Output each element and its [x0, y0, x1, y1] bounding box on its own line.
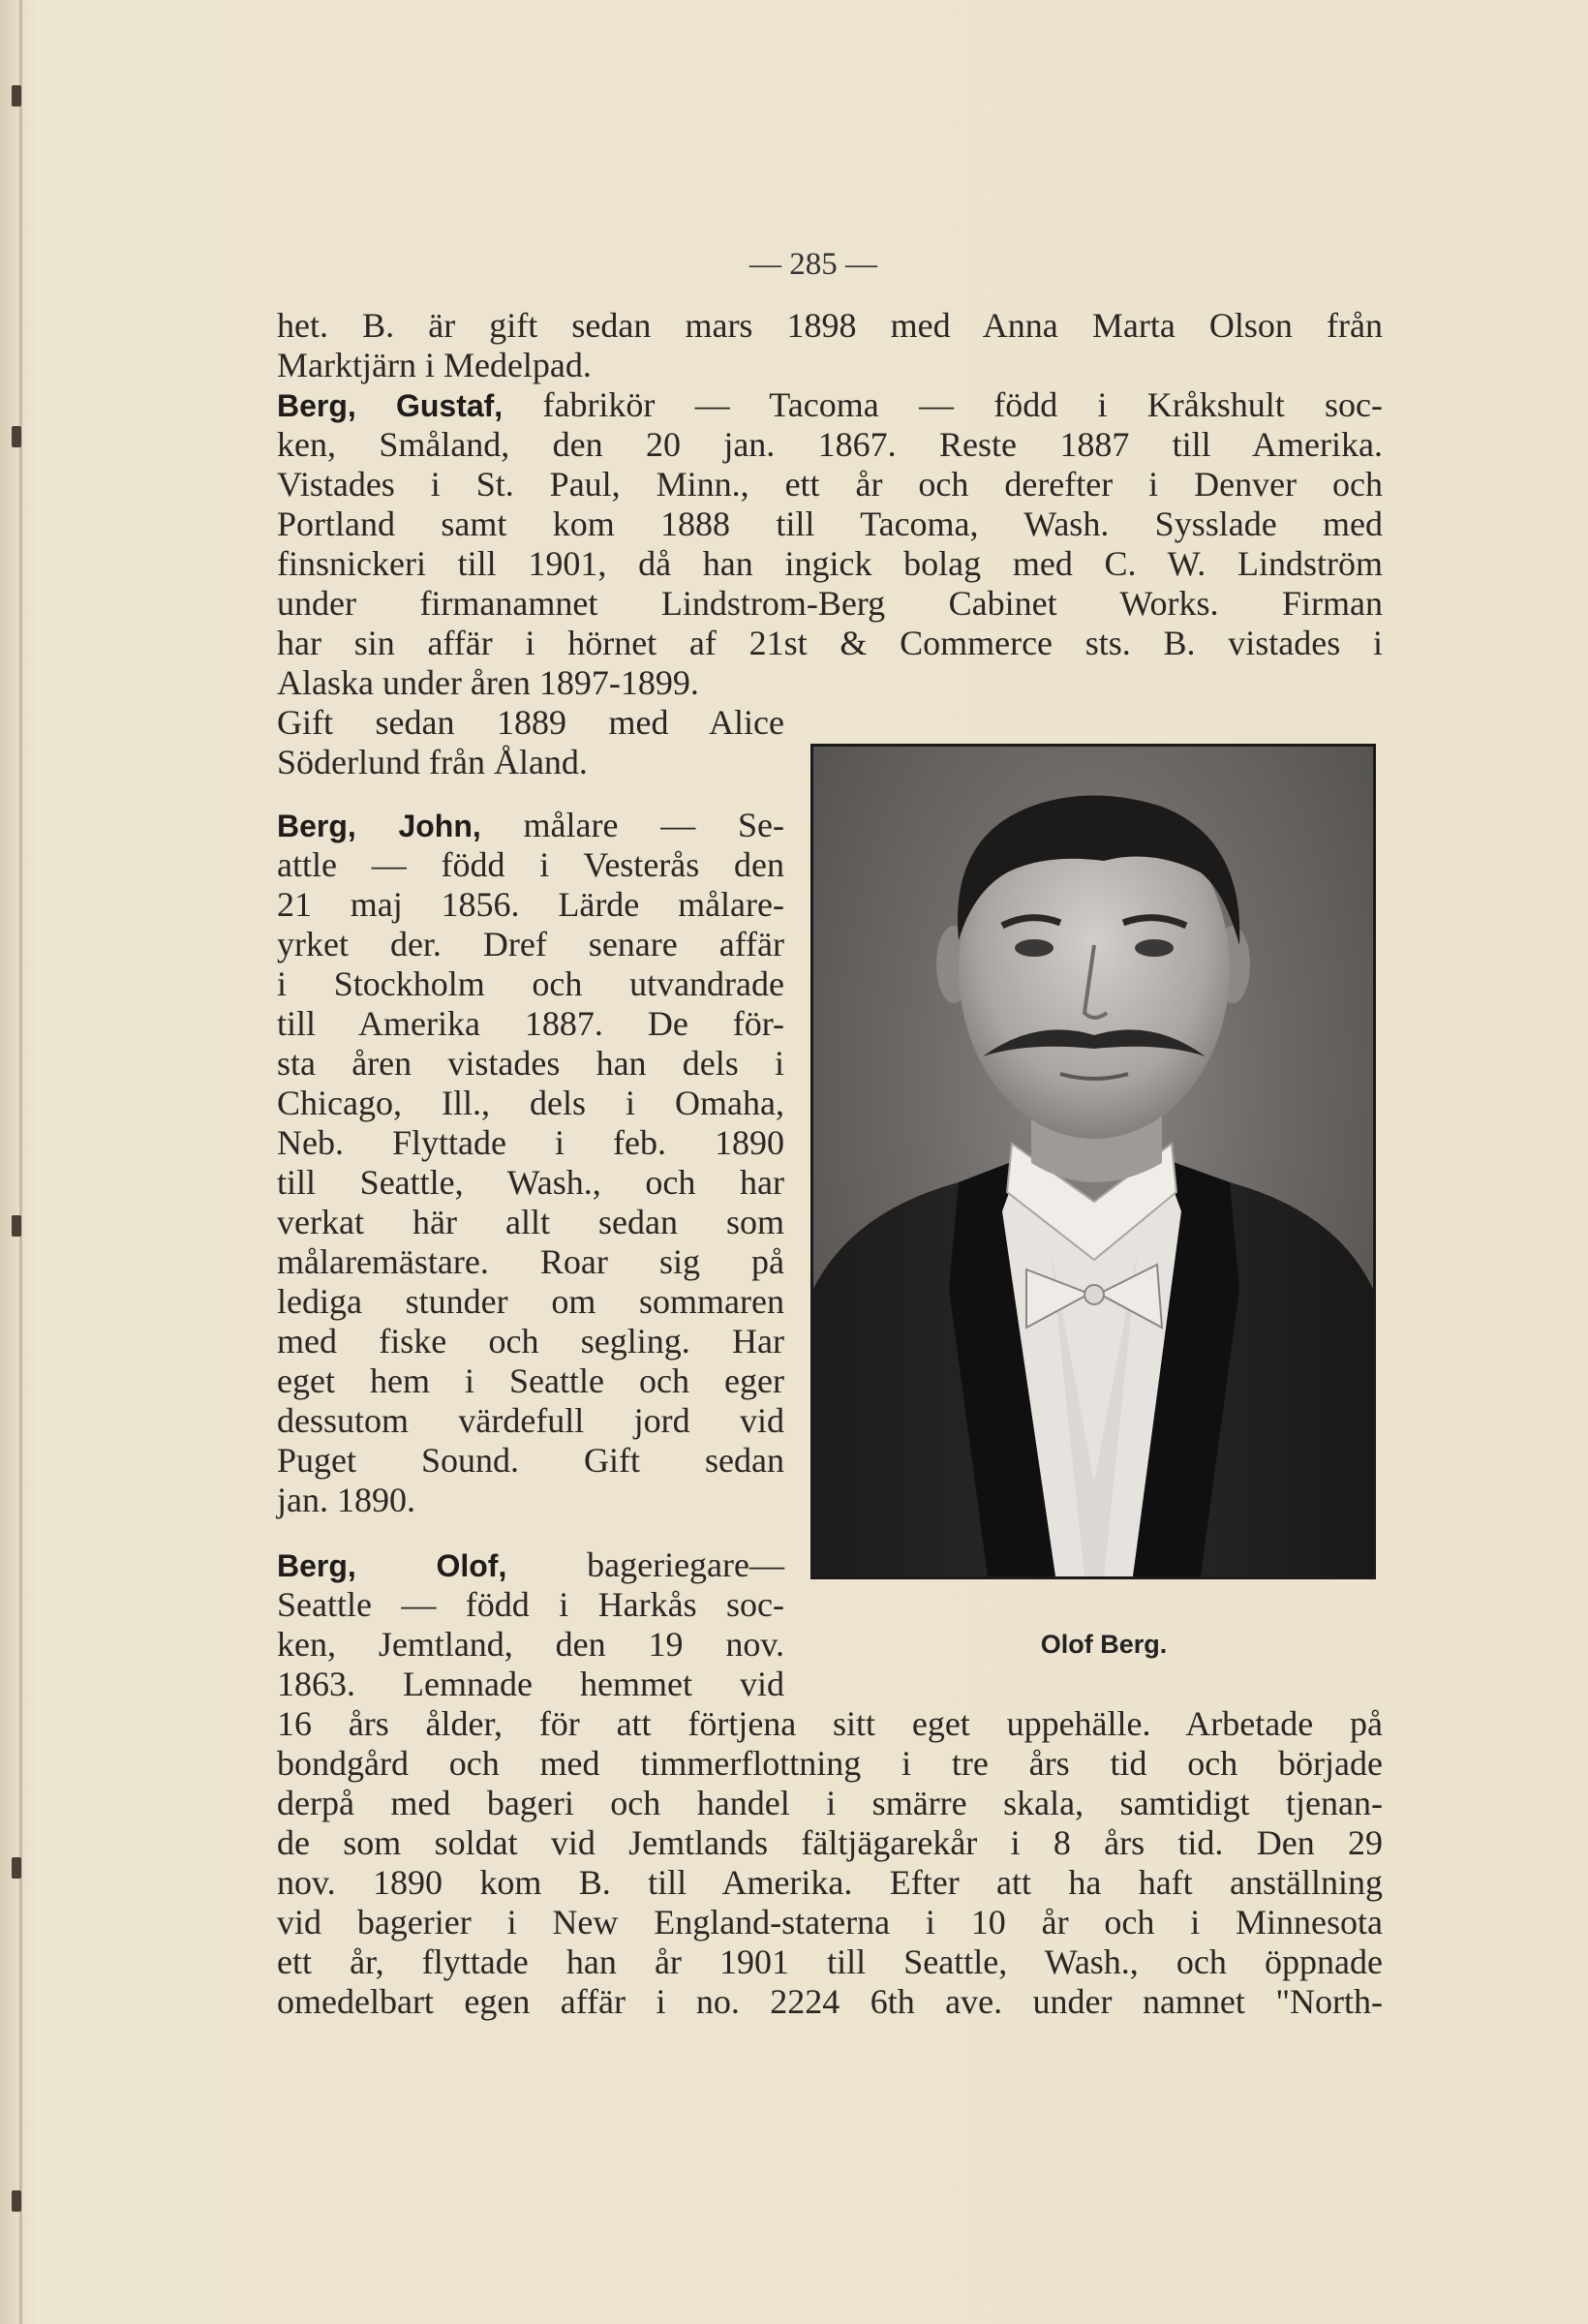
text-line: Seattle — född i Harkås soc-	[277, 1585, 784, 1624]
text-line: Alaska under åren 1897-1899.	[277, 663, 699, 702]
text-line: yrket der. Dref senare affär	[277, 925, 784, 963]
text-line: ett år, flyttade han år 1901 till Seattle, Wash., och öppnade	[277, 1942, 1383, 1981]
text-line: till Seattle, Wash., och har	[277, 1163, 784, 1202]
text-line: till Amerika 1887. De för-	[277, 1004, 784, 1043]
text-line: Marktjärn i Medelpad.	[277, 346, 592, 384]
page-binding-edge	[19, 0, 22, 2324]
binding-stitch	[12, 1215, 21, 1237]
text-line: 1863. Lemnade hemmet vid	[277, 1665, 784, 1703]
text-line: under firmanamnet Lindstrom-Berg Cabinet Works. Firman	[277, 584, 1383, 623]
entry-heading-line	[277, 1545, 784, 1584]
photo-caption: Olof Berg.	[1040, 1630, 1168, 1659]
text-line: har sin affär i hörnet af 21st & Commerce sts. B. vistades i	[277, 624, 1383, 662]
text-line: ken, Jemtland, den 19 nov.	[277, 1625, 784, 1664]
text-line: het. B. är gift sedan mars 1898 med Anna Marta Olson från	[277, 306, 1383, 345]
binding-stitch	[12, 2190, 21, 2212]
entry-name-gustaf: Berg, Gustaf,	[277, 388, 504, 423]
entry-text: fabrikör — Tacoma — född i Kråkshult soc-	[503, 385, 1384, 424]
text-line: målaremästare. Roar sig på	[277, 1242, 784, 1281]
text-line: Neb. Flyttade i feb. 1890	[277, 1123, 784, 1162]
binding-stitch	[12, 426, 21, 447]
binding-stitch	[12, 1857, 21, 1879]
text-line: Gift sedan 1889 med Alice	[277, 703, 784, 742]
text-line: omedelbart egen affär i no. 2224 6th ave. under namnet "North-	[277, 1982, 1383, 2021]
text-line: attle — född i Vesterås den	[277, 845, 784, 884]
text-line: vid bagerier i New England-staterna i 10 år och i Minnesota	[277, 1903, 1383, 1942]
text-line: dessutom värdefull jord vid	[277, 1401, 784, 1440]
page-number: — 285 —	[749, 247, 877, 282]
text-line: Puget Sound. Gift sedan	[277, 1441, 784, 1480]
text-line: 21 maj 1856. Lärde målare-	[277, 885, 784, 924]
portrait-photo	[810, 744, 1376, 1579]
text-line: nov. 1890 kom B. till Amerika. Efter att ha haft anställning	[277, 1863, 1383, 1902]
portrait-illustration	[813, 747, 1373, 1576]
text-line: Portland samt kom 1888 till Tacoma, Wash. Sysslade med	[277, 505, 1383, 543]
text-line: eget hem i Seattle och eger	[277, 1361, 784, 1400]
entry-heading-line	[277, 385, 1383, 424]
entry-heading-line	[277, 806, 784, 844]
binding-stitch	[12, 85, 21, 107]
text-line: i Stockholm och utvandrade	[277, 964, 784, 1003]
text-line: de som soldat vid Jemtlands fältjägarekår i 8 års tid. Den 29	[277, 1823, 1383, 1862]
text-line: verkat här allt sedan som	[277, 1203, 784, 1241]
text-line: Chicago, Ill., dels i Omaha,	[277, 1084, 784, 1122]
text-line: 16 års ålder, för att förtjena sitt eget uppehälle. Arbetade på	[277, 1704, 1383, 1743]
entry-text: bageriegare—	[506, 1545, 784, 1584]
text-line: sta åren vistades han dels i	[277, 1044, 784, 1083]
text-line: derpå med bageri och handel i smärre skala, samtidigt tjenan-	[277, 1784, 1383, 1822]
text-line: ken, Småland, den 20 jan. 1867. Reste 1887 till Amerika.	[277, 425, 1383, 464]
text-line: Söderlund från Åland.	[277, 743, 588, 781]
text-line: finsnickeri till 1901, då han ingick bolag med C. W. Lindström	[277, 544, 1383, 583]
entry-name-olof: Berg, Olof,	[277, 1548, 507, 1583]
text-line: bondgård och med timmerflottning i tre års tid och började	[277, 1744, 1383, 1783]
text-line: jan. 1890.	[277, 1481, 415, 1519]
text-line: med fiske och segling. Har	[277, 1322, 784, 1361]
text-line: Vistades i St. Paul, Minn., ett år och derefter i Denver och	[277, 465, 1383, 504]
text-line: lediga stunder om sommaren	[277, 1282, 784, 1321]
entry-name-john: Berg, John,	[277, 809, 481, 843]
entry-text: målare — Se-	[480, 806, 784, 844]
